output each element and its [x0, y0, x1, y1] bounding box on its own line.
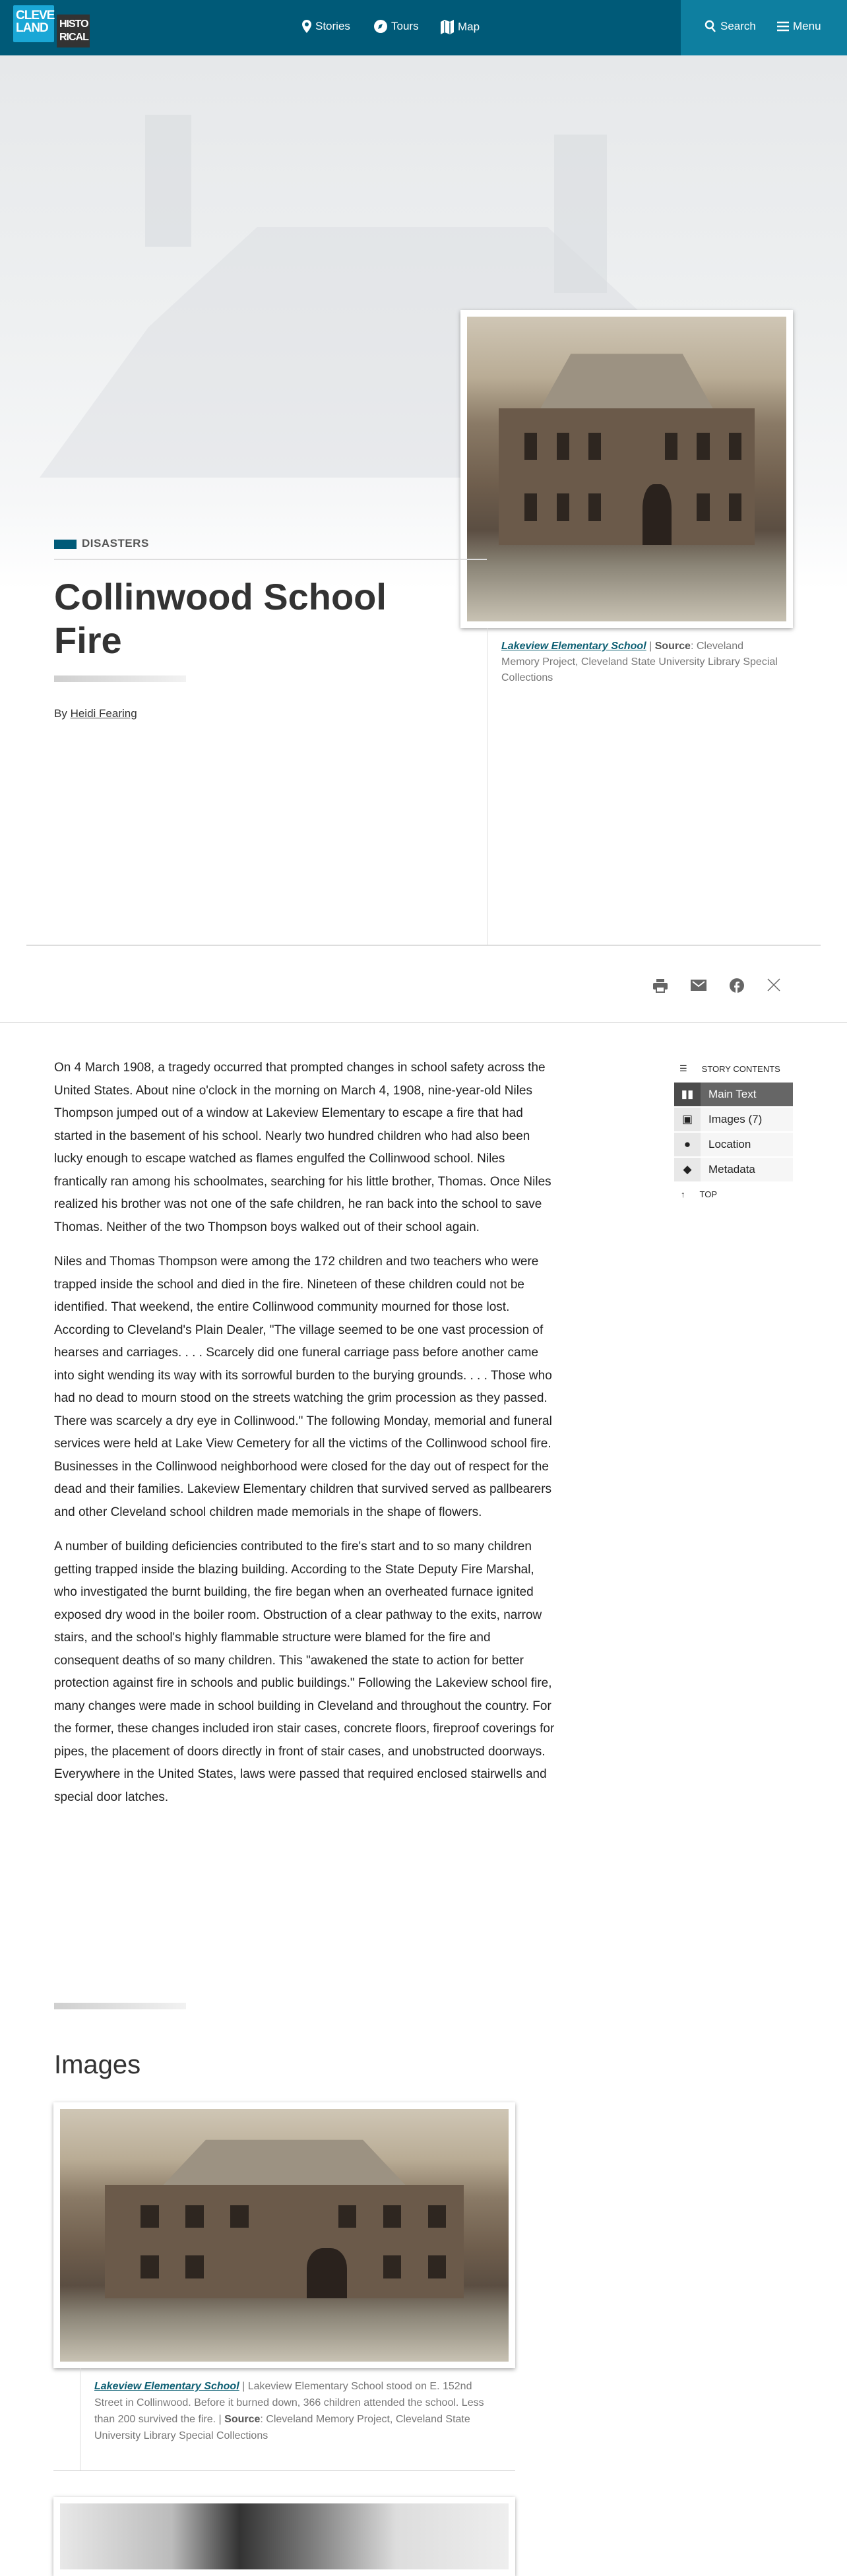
divider: [54, 559, 487, 560]
paragraph: A number of building deficiencies contributed to the fire's start and to so many children getting trapped inside the blazing building. According to the State Deputy Fire Marshal, who investigated the burnt building, the fire began when an overheated furnace ignited exposed dry wood in the boiler room. Obstruction of a clear pathway to the exits, narrow stairs, and the school's highly flammable structure were blamed for the fire and consequent deaths of so many children. This "awakened the state to action for better protection against fire in schools and public buildings." Following the Lakeview school fire, many changes were made in school building in Cleveland and throughout the country. For the former, these changes included iron stair cases, concrete floors, fireproof coverings for pipes, the placement of doors directly in front of stair cases, and unobstructed doorways. Everywhere in the United States, laws were passed that required enclosed stairwells and special door latches.: [54, 1540, 555, 1804]
logo-secondary[interactable]: HISTO RICAL: [57, 15, 90, 47]
email-icon[interactable]: [691, 978, 706, 991]
search-label: Search: [720, 20, 756, 32]
facebook-icon[interactable]: [730, 978, 744, 993]
hero-caption-link[interactable]: Lakeview Elementary School: [501, 641, 646, 652]
toc-item-images[interactable]: [674, 1108, 793, 1133]
toc-label: Metadata: [701, 1158, 793, 1181]
tag-icon: ◆: [674, 1158, 701, 1181]
source-text: : Cleveland Memory Project, Cleveland State University Library Special Collections: [501, 641, 778, 683]
bg-chimney: [145, 115, 191, 247]
toc-label: Location: [701, 1133, 793, 1156]
divider: [53, 2470, 515, 2471]
nav-tours[interactable]: [374, 20, 419, 33]
toc-item-metadata[interactable]: [674, 1158, 793, 1183]
search-icon: [705, 20, 716, 33]
toc-heading-label: STORY CONTENTS: [701, 1063, 780, 1074]
fire-photo: [60, 2503, 509, 2569]
menu-button[interactable]: [777, 20, 821, 33]
author-link[interactable]: Heidi Fearing: [70, 707, 137, 720]
search-button[interactable]: [705, 20, 756, 33]
map-icon: [441, 20, 454, 34]
category-marker: [54, 540, 77, 549]
title-underline: [54, 675, 186, 682]
toc-label: Images (7): [701, 1108, 793, 1131]
nav-label: Tours: [391, 20, 419, 32]
print-icon[interactable]: [653, 978, 668, 993]
divider: [26, 945, 821, 946]
byline: [54, 707, 137, 720]
image-icon: ▣: [674, 1108, 701, 1131]
category-label[interactable]: DISASTERS: [82, 537, 149, 550]
toc-item-main-text[interactable]: [674, 1083, 793, 1108]
book-icon: ▮▮: [674, 1083, 701, 1106]
source-text: : Cleveland Memory Project, Cleveland State University Library Special Collections: [94, 2414, 470, 2441]
page-title: Collinwood School Fire: [54, 576, 387, 661]
paragraph: Niles and Thomas Thompson were among the 172 children and two teachers who were trapped inside the school and died in the fire. Nineteen of these children could not be identified. That weekend, the entire Collinwood community mourned for those lost. According to Cleveland's Plain Dealer, "The village seemed to be one vast procession of hearses and carriages. . . . Scarcely did one funeral carriage pass before another came into sight wending its way with its sorrowful burden to the burying grounds. . . . Those who had no dead to mourn stood on the streets watching the grim procession as they passed. There was scarcely a dry eye in Collinwood." The following Monday, memorial and funeral services were held at Lake View Cemetery for all the victims of the Collinwood school fire. Businesses in the Collinwood neighborhood were closed for the day out of respect for the dead and their families. Lakeview Elementary children that survived served as pallbearers and other Cleveland school children made memorials in the shape of flowers.: [54, 1255, 552, 1519]
school-photo: [60, 2109, 509, 2362]
byline-prefix: By: [54, 707, 67, 720]
gallery-image[interactable]: [53, 2497, 515, 2576]
gallery-caption-link[interactable]: Lakeview Elementary School: [94, 2381, 239, 2392]
hamburger-icon: [777, 21, 789, 32]
logo[interactable]: CLEVE LAND: [13, 5, 54, 42]
header-actions: [681, 0, 847, 55]
source-label: Source: [654, 641, 691, 652]
toc-heading: [679, 1063, 780, 1074]
school-photo: [467, 317, 786, 621]
site-header: [0, 0, 847, 55]
menu-label: Menu: [793, 20, 821, 32]
back-to-top[interactable]: [681, 1189, 717, 1199]
top-label: TOP: [699, 1189, 717, 1199]
nav-label: Stories: [315, 20, 350, 32]
images-heading: Images: [54, 2050, 141, 2079]
arrow-up-icon: ↑: [681, 1189, 685, 1199]
hero-image[interactable]: [460, 310, 793, 628]
x-icon[interactable]: [767, 978, 780, 991]
caption-description: Lakeview Elementary School stood on E. 152nd Street in Collinwood. Before it burned down, 366 children attended the school. Less than 200 survived the fire.: [94, 2381, 484, 2425]
gallery-image[interactable]: [53, 2102, 515, 2368]
map-pin-icon: ●: [674, 1133, 701, 1156]
main-text: [54, 1057, 555, 1821]
nav-map[interactable]: [441, 20, 480, 34]
share-bar: [653, 978, 780, 993]
nav-stories[interactable]: [302, 20, 350, 33]
toc-label: Main Text: [701, 1083, 793, 1106]
section-divider: [54, 2003, 186, 2009]
compass-icon: [374, 20, 387, 33]
paragraph: On 4 March 1908, a tragedy occurred that prompted changes in school safety across the United States. About nine o'clock in the morning on March 4, 1908, nine-year-old Niles Thompson jumped out of a window at Lakeview Elementary to escape a fire that had started in the basement of his school. Nearly two hundred children who had also been lucky enough to escape watched as flames engulfed the Collinwood school. Niles frantically ran among his schoolmates, searching for his little brother, Thomas. Once Niles realized his brother was not one of the safe children, he ran back into the school to save Thomas. Neither of the two Thompson boys walked out of their school again.: [54, 1061, 551, 1234]
hero-caption: Lakeview Elementary School | Source: Cleveland Memory Project, Cleveland State University Library Special Collections: [501, 641, 778, 683]
nav-label: Map: [458, 20, 480, 33]
toc-item-location[interactable]: [674, 1133, 793, 1158]
source-label: Source: [224, 2414, 261, 2425]
divider: [0, 1022, 847, 1023]
map-pin-icon: [302, 20, 311, 33]
list-icon: ☰: [679, 1063, 687, 1073]
gallery-caption: Lakeview Elementary School | Lakeview Elementary School stood on E. 152nd Street in Collinwood. Before it burned down, 366 children attended the school. Less than 200 survived the fire. | Source: Cleveland Memory Project, Cleveland State University Library Special Collections: [94, 2381, 484, 2441]
